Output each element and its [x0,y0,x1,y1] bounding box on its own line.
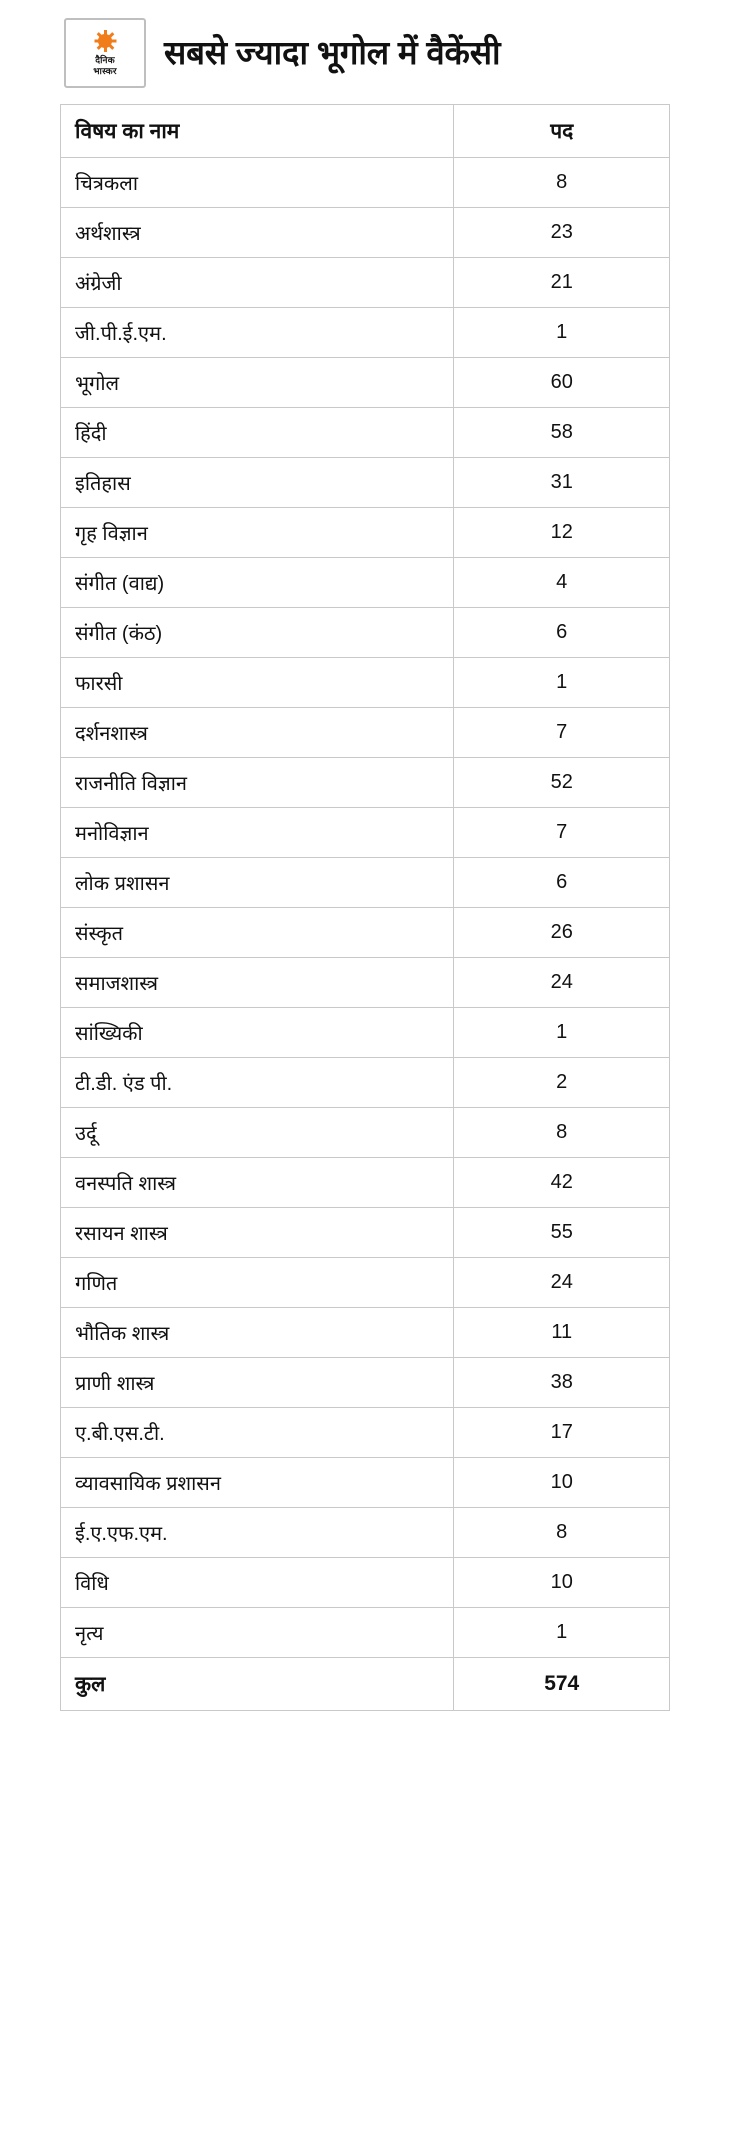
cell-posts: 21 [454,258,670,308]
cell-posts: 1 [454,1608,670,1658]
cell-posts: 23 [454,208,670,258]
cell-subject: अंग्रेजी [61,258,454,308]
table-row [61,458,670,508]
brand-logo [64,18,146,88]
table-row [61,408,670,458]
cell-posts: 1 [454,658,670,708]
cell-subject: मनोविज्ञान [61,808,454,858]
brand-logo-line1: दैनिक [95,54,115,65]
cell-posts: 55 [454,1208,670,1258]
cell-subject: ए.बी.एस.टी. [61,1408,454,1458]
cell-subject: इतिहास [61,458,454,508]
table-row [61,1208,670,1258]
table-row [61,1608,670,1658]
cell-subject: प्राणी शास्त्र [61,1358,454,1408]
table-row [61,1158,670,1208]
cell-subject: भूगोल [61,358,454,408]
cell-subject: उर्दू [61,1108,454,1158]
cell-subject: लोक प्रशासन [61,858,454,908]
cell-posts: 24 [454,958,670,1008]
cell-subject: राजनीति विज्ञान [61,758,454,808]
table-row [61,1058,670,1108]
cell-subject: फारसी [61,658,454,708]
cell-posts: 24 [454,1258,670,1308]
cell-subject: जी.पी.ई.एम. [61,308,454,358]
cell-subject: संस्कृत [61,908,454,958]
cell-subject: रसायन शास्त्र [61,1208,454,1258]
column-header-posts: पद [454,105,670,158]
table-row [61,358,670,408]
cell-subject: गृह विज्ञान [61,508,454,558]
table-footer [61,1658,670,1711]
cell-subject: व्यावसायिक प्रशासन [61,1458,454,1508]
cell-posts: 4 [454,558,670,608]
table-header-row [61,105,670,158]
cell-posts: 42 [454,1158,670,1208]
table-total-row [61,1658,670,1711]
table-row [61,1358,670,1408]
cell-posts: 10 [454,1458,670,1508]
table-row [61,1258,670,1308]
table-row [61,208,670,258]
table-body [61,158,670,1658]
cell-subject: वनस्पति शास्त्र [61,1158,454,1208]
table-row [61,758,670,808]
cell-posts: 1 [454,308,670,358]
cell-posts: 1 [454,1008,670,1058]
table-row [61,808,670,858]
table-row [61,1458,670,1508]
cell-posts: 17 [454,1408,670,1458]
cell-posts: 58 [454,408,670,458]
total-value: 574 [454,1658,670,1711]
cell-subject: संगीत (वाद्य) [61,558,454,608]
cell-posts: 2 [454,1058,670,1108]
page-title: सबसे ज्यादा भूगोल में वैकेंसी [164,34,501,71]
table-row [61,908,670,958]
cell-subject: नृत्य [61,1608,454,1658]
table-row [61,558,670,608]
sun-icon [94,30,116,52]
cell-subject: अर्थशास्त्र [61,208,454,258]
table-row [61,308,670,358]
cell-posts: 38 [454,1358,670,1408]
table-row [61,1508,670,1558]
cell-subject: भौतिक शास्त्र [61,1308,454,1358]
table-row [61,608,670,658]
table-row [61,958,670,1008]
table-row [61,508,670,558]
table-row [61,708,670,758]
table-row [61,158,670,208]
cell-subject: सांख्यिकी [61,1008,454,1058]
cell-subject: विधि [61,1558,454,1608]
table-row [61,1558,670,1608]
brand-logo-line2: भास्कर [93,65,117,76]
cell-posts: 6 [454,608,670,658]
table-row [61,658,670,708]
cell-posts: 31 [454,458,670,508]
cell-subject: समाजशास्त्र [61,958,454,1008]
table-row [61,1308,670,1358]
table-row [61,1108,670,1158]
cell-subject: टी.डी. एंड पी. [61,1058,454,1108]
cell-posts: 60 [454,358,670,408]
cell-posts: 7 [454,708,670,758]
cell-subject: चित्रकला [61,158,454,208]
cell-posts: 10 [454,1558,670,1608]
column-header-subject: विषय का नाम [61,105,454,158]
cell-posts: 52 [454,758,670,808]
cell-posts: 8 [454,158,670,208]
cell-posts: 8 [454,1508,670,1558]
cell-posts: 26 [454,908,670,958]
table-row [61,258,670,308]
cell-posts: 7 [454,808,670,858]
header [60,18,670,88]
cell-subject: गणित [61,1258,454,1308]
total-label: कुल [61,1658,454,1711]
cell-posts: 6 [454,858,670,908]
cell-subject: हिंदी [61,408,454,458]
cell-subject: ई.ए.एफ.एम. [61,1508,454,1558]
table-row [61,1408,670,1458]
cell-posts: 11 [454,1308,670,1358]
cell-subject: दर्शनशास्त्र [61,708,454,758]
table-row [61,858,670,908]
vacancy-table [60,104,670,1711]
table-row [61,1008,670,1058]
cell-posts: 12 [454,508,670,558]
cell-subject: संगीत (कंठ) [61,608,454,658]
cell-posts: 8 [454,1108,670,1158]
table-header [61,105,670,158]
